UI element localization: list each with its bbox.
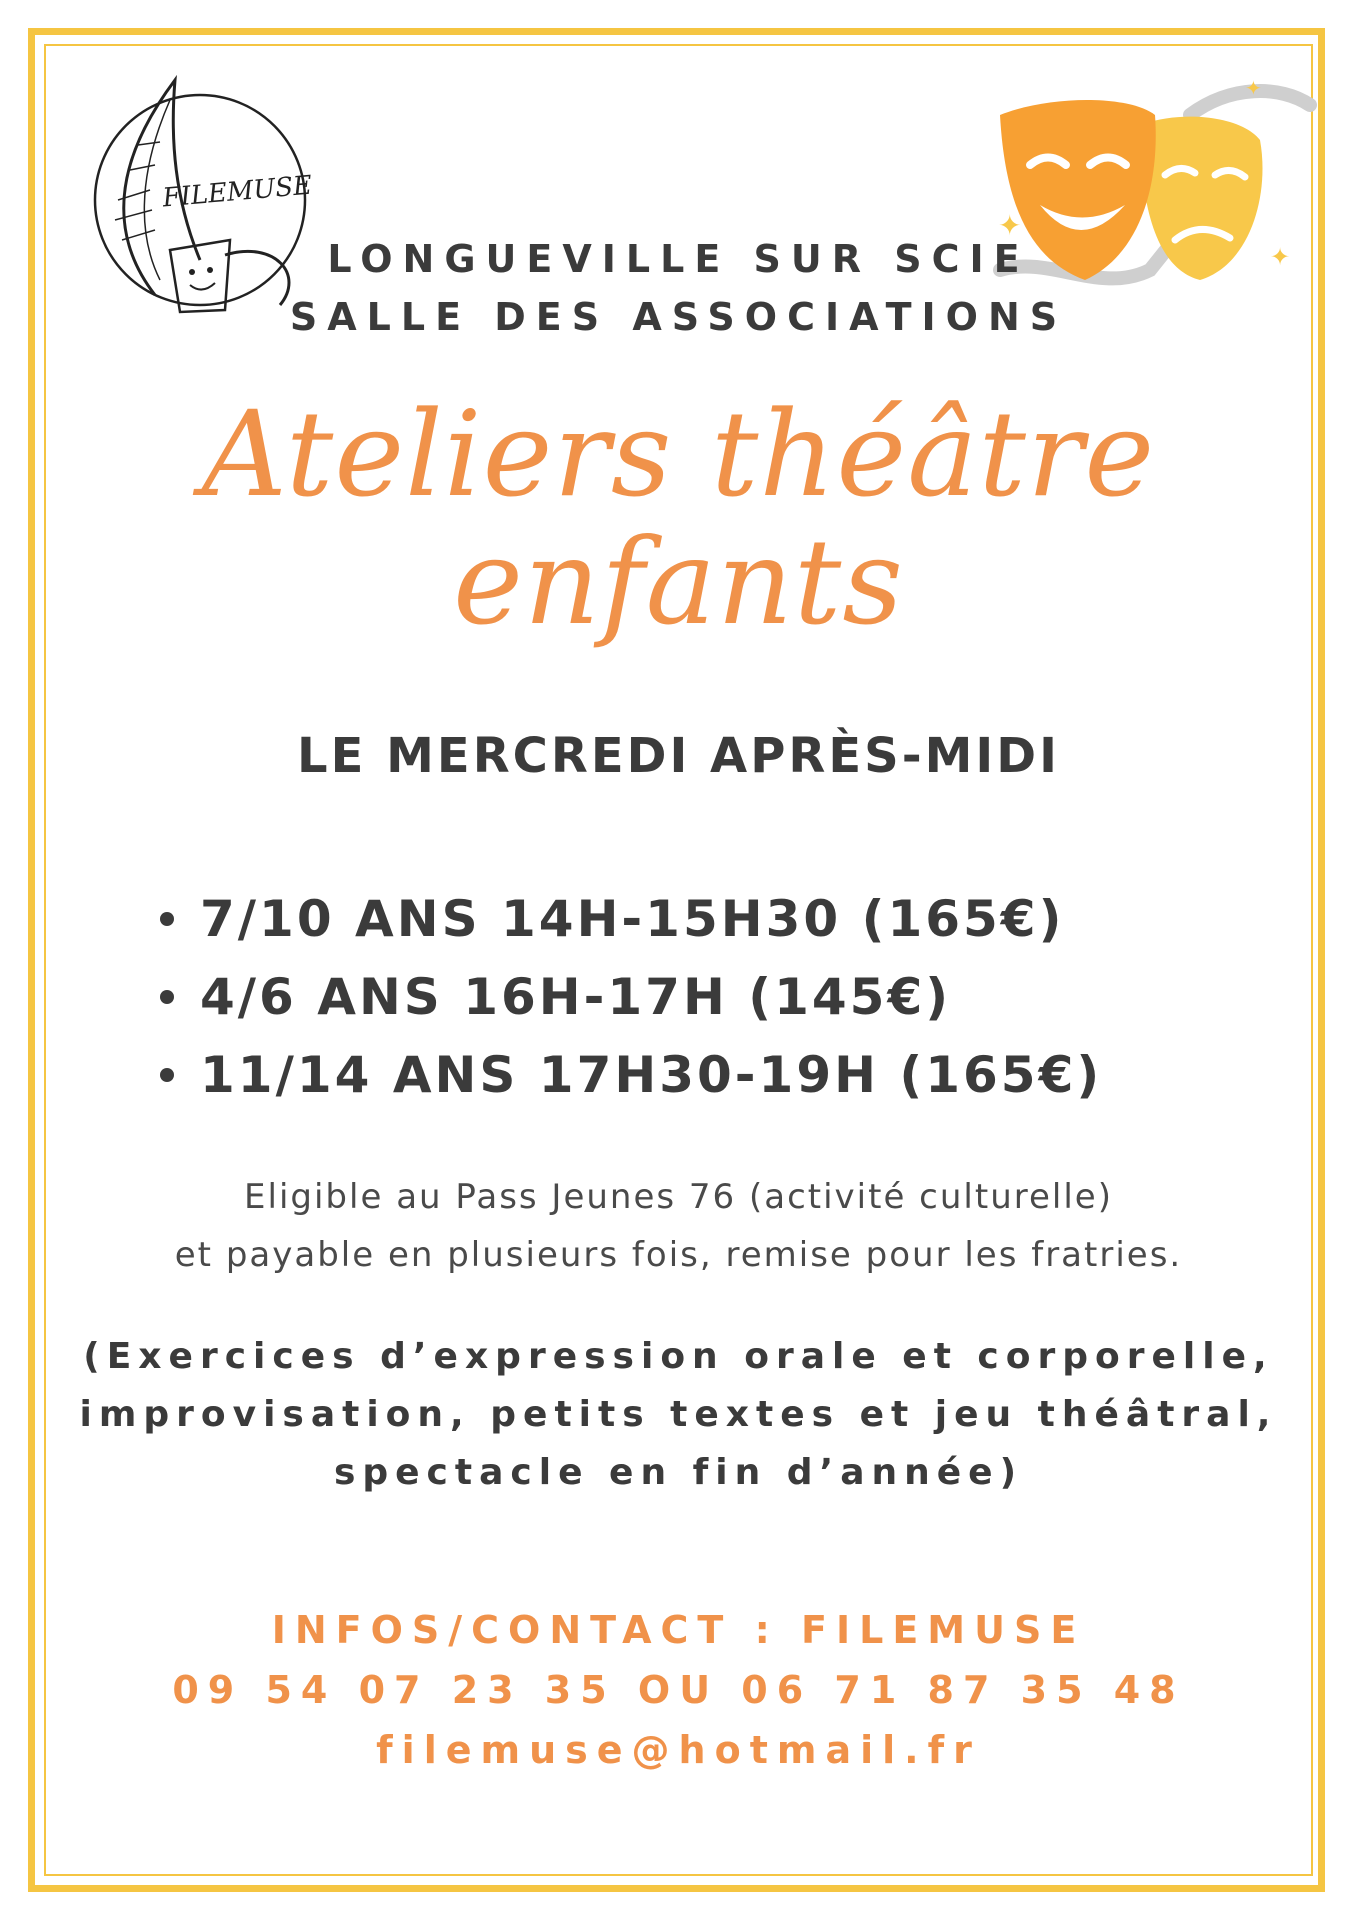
session-text: 4/6 ANS 16H-17H (145€)	[200, 968, 952, 1026]
session-list	[160, 880, 1102, 1114]
eligibility-text	[0, 1168, 1357, 1284]
title-line-2: enfants	[453, 513, 904, 651]
bullet-icon	[160, 1068, 174, 1082]
venue-town: LONGUEVILLE SUR SCIE	[327, 237, 1030, 281]
logo-text: FILEMUSE	[161, 170, 314, 214]
svg-text:✦: ✦	[1270, 243, 1291, 271]
eligibility-line-2: et payable en plusieurs fois, remise pour les fratries.	[174, 1235, 1183, 1275]
session-text: 11/14 ANS 17H30-19H (165€)	[200, 1046, 1103, 1104]
venue-block	[0, 230, 1357, 346]
bullet-icon	[160, 990, 174, 1004]
exercises-line-2: improvisation, petits textes et jeu théâtral,	[79, 1394, 1278, 1435]
svg-text:✦: ✦	[998, 209, 1022, 242]
eligibility-line-1: Eligible au Pass Jeunes 76 (activité culturelle)	[244, 1177, 1113, 1217]
schedule-day: LE MERCREDI APRÈS-MIDI	[297, 728, 1060, 784]
contact-email: filemuse@hotmail.fr	[376, 1728, 981, 1772]
contact-phones: 09 54 07 23 35 OU 06 71 87 35 48	[172, 1668, 1185, 1712]
bullet-icon	[160, 912, 174, 926]
session-text: 7/10 ANS 14H-15H30 (165€)	[200, 890, 1065, 948]
exercises-line-3: spectacle en fin d’année)	[333, 1452, 1024, 1493]
title-line-1: Ateliers théâtre	[201, 385, 1156, 523]
list-item	[160, 958, 1102, 1036]
contact-heading: INFOS/CONTACT : FILEMUSE	[271, 1608, 1086, 1652]
exercises-text	[0, 1328, 1357, 1502]
venue-hall: SALLE DES ASSOCIATIONS	[289, 295, 1068, 339]
list-item	[160, 880, 1102, 958]
contact-block	[0, 1600, 1357, 1780]
page-title	[0, 385, 1357, 651]
list-item	[160, 1036, 1102, 1114]
exercises-line-1: (Exercices d’expression orale et corporelle,	[83, 1336, 1274, 1377]
svg-text:✦: ✦	[1245, 76, 1262, 100]
